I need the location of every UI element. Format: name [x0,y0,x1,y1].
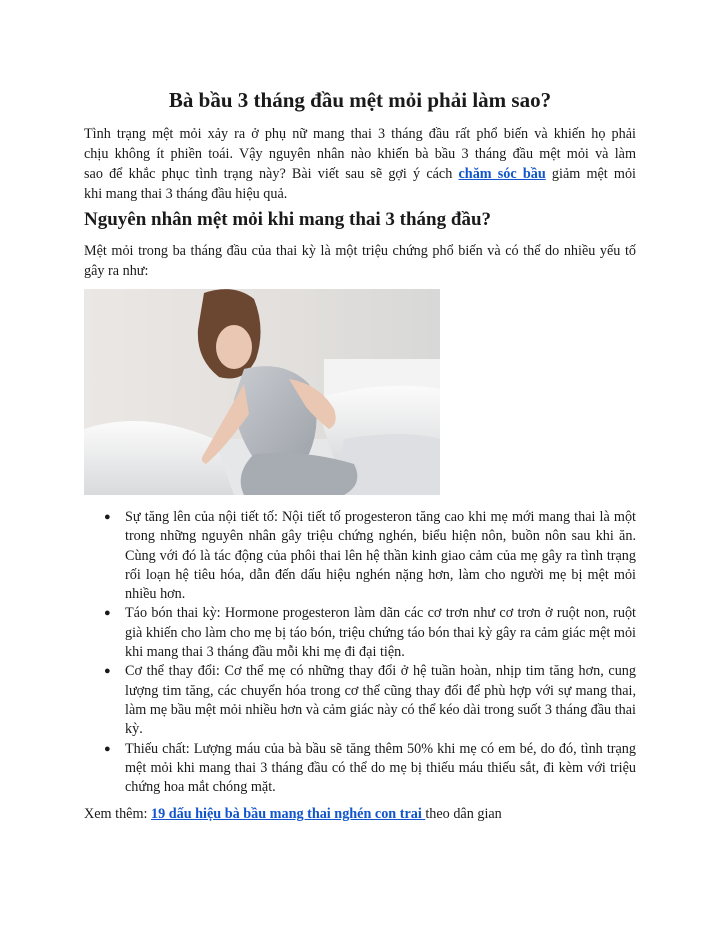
list-item [84,662,636,739]
cause-text: Táo bón thai kỳ: Hormone progesteron làm dãn các cơ trơn như cơ trơn ở ruột non, ruột già khiến cho làm cho mẹ bị táo bón, triệu chứng táo bón thai kỳ gây ra cảm giác mệt mỏi khi mang thai 3 tháng đầu mỗi khi mẹ đi đại tiện. [125,605,636,661]
cham-soc-bau-link[interactable]: chăm sóc bầu [458,166,546,182]
intro-line-3 [84,164,636,184]
article-title: Bà bầu 3 tháng đầu mệt mỏi phải làm sao? [168,88,552,112]
section-heading: Nguyên nhân mệt mỏi khi mang thai 3 tháng đầu? [84,209,492,230]
cause-text: Sự tăng lên của nội tiết tố: Nội tiết tố progesteron tăng cao khi mẹ mới mang thai là một trong những nguyên nhân gây triệu chứng nghén, biểu hiện nôn, buồn nôn sau khi ăn. Cùng với đó là tác động của phôi thai lên hệ thần kinh giao cảm của mẹ gây ra tình trạng rối loạn hệ tiêu hóa, dẫn đến dấu hiệu nghén nặng hơn, làm cho người mẹ bị mệt mỏi nhiều hơn. [125,509,636,603]
intro-line-3-text-before: sao để khắc phục tình trạng này? Bài viết sau sẽ gợi ý cách [84,166,459,182]
see-also-prefix: Xem thêm: [84,806,151,822]
cause-text: Cơ thể thay đổi: Cơ thể mẹ có những thay đổi ở hệ tuần hoàn, nhịp tim tăng hơn, cung lượng tim tăng, các chuyển hóa trong cơ thể cũng thay đổi để phù hợp với sự mang thai, làm mẹ bầu mệt mỏi nhiều hơn và cảm giác này có thể kéo dài trong suốt 3 tháng đầu thai kỳ. [125,663,636,738]
causes-list [84,508,636,797]
intro-line-2: chịu không ít phiền toái. Vậy nguyên nhân nào khiến bà bầu 3 tháng đầu mệt mỏi và làm [84,146,636,162]
see-also-line [84,804,636,824]
see-also-link[interactable]: 19 dấu hiệu bà bầu mang thai nghén con trai [150,806,426,822]
list-item [84,604,636,662]
cause-text: Thiếu chất: Lượng máu của bà bầu sẽ tăng thêm 50% khi mẹ có em bé, do đó, tình trạng mệt mỏi khi mang thai 3 tháng đầu có thể do mẹ bị thiếu máu thiếu sắt, đi kèm với triệu chứng hoa mắt chóng mặt. [125,740,636,796]
bullet-icon: ● [104,665,111,678]
intro-line-1: Tình trạng mệt mỏi xảy ra ở phụ nữ mang thai 3 tháng đầu rất phổ biến và khiến họ phải [84,126,636,142]
intro-line-4: khi mang thai 3 tháng đầu hiệu quả. [84,186,288,202]
bullet-icon: ● [104,511,111,523]
bullet-icon: ● [104,607,111,620]
see-also-suffix: theo dân gian [425,806,502,822]
photo-illustration [84,289,440,495]
list-item [84,508,636,604]
intro-line-3-text-after: giảm mệt mỏi [545,166,636,182]
bullet-icon: ● [104,742,111,755]
pregnant-woman-back-pain-photo [84,289,440,495]
lead-paragraph: Mệt mỏi trong ba tháng đầu của thai kỳ là một triệu chứng phổ biến và có thể do nhiều yếu tố gây ra như: [84,243,636,279]
list-item [84,740,636,798]
intro-paragraph [84,124,636,204]
